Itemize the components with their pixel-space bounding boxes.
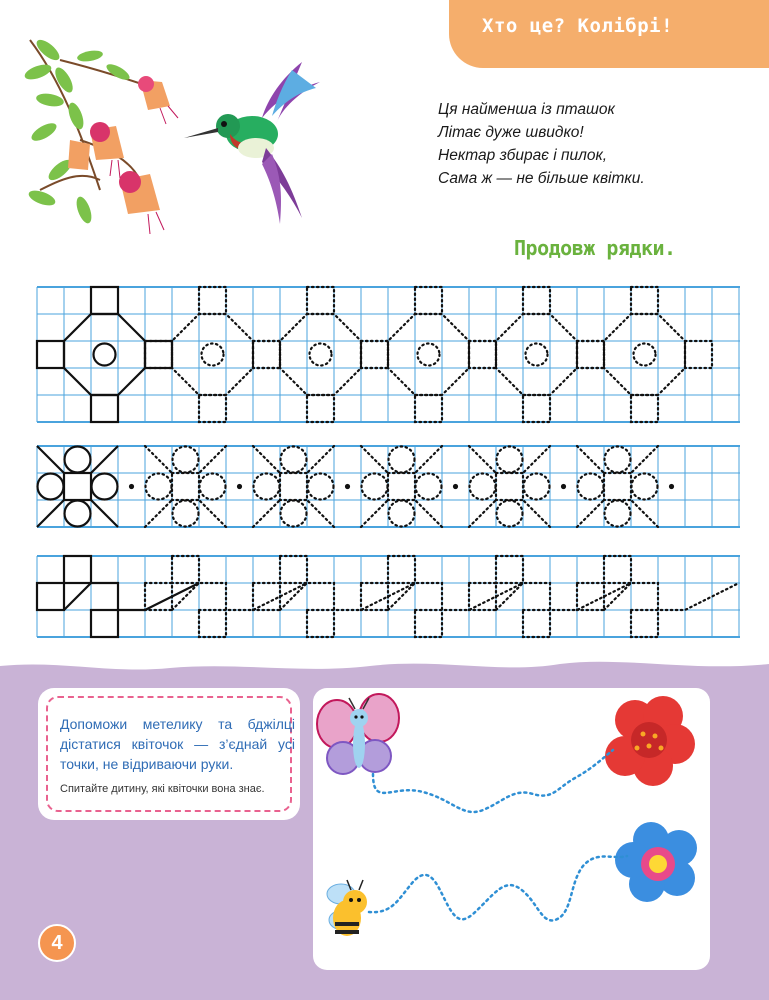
pattern-square [172,473,199,500]
pattern-circle [65,447,91,473]
pattern-diagonal [253,500,280,527]
pattern-circle [526,344,548,366]
pattern-square [469,341,496,368]
task-card [38,688,300,820]
pattern-square [361,583,388,610]
pattern-dot [669,484,674,489]
parent-note: Спитайте дитину, які квіточки вона знає. [60,783,265,795]
pattern-zigzag [64,583,199,610]
pattern-circle [173,447,199,473]
pattern-octagon [280,314,361,395]
pattern-circle [632,474,658,500]
pattern-diagonal [415,500,442,527]
pattern-circle [202,344,224,366]
pattern-square [496,473,523,500]
pattern-square [37,341,64,368]
pattern-square [415,395,442,422]
task-heading: Продовж рядки. [514,236,676,260]
pattern-square [631,610,658,637]
bee-illustration [327,880,367,936]
pattern-square [145,341,172,368]
pattern-diagonal [307,500,334,527]
pattern-circle [173,501,199,527]
pattern-diagonal [577,500,604,527]
pattern-diagonal [523,446,550,473]
pattern-circle [281,447,307,473]
pattern-square [199,287,226,314]
pattern-square [685,341,712,368]
pattern-diagonal [91,446,118,473]
pattern-circle [65,501,91,527]
pattern-square [604,473,631,500]
pattern-diagonal [415,446,442,473]
pattern-square [361,341,388,368]
pattern-circle [578,474,604,500]
pattern-circle [389,501,415,527]
pattern-octagon [604,314,685,395]
pattern-octagon [64,314,145,395]
pattern-diagonal [469,446,496,473]
pattern-diagonal [631,446,658,473]
pattern-square [469,583,496,610]
pattern-circle [470,474,496,500]
blue-flower-illustration [615,822,697,902]
pattern-row-octagons [37,287,712,422]
butterfly-illustration [317,694,399,774]
pattern-circle [497,447,523,473]
pattern-circle [310,344,332,366]
pattern-circle [254,474,280,500]
pattern-square [145,341,172,368]
pattern-square [91,610,118,637]
pattern-square [496,556,523,583]
pattern-square [253,583,280,610]
pattern-diagonal [145,446,172,473]
pattern-square [523,610,550,637]
pattern-diagonal [523,500,550,527]
pattern-square [145,583,172,610]
page-title: Хто це? Колібрі! [482,15,674,37]
pattern-row-circles [37,446,674,527]
task-instruction: Допоможи метелику та бджілці дістатися квіточок — з’єднай усі точки, не відриваючи руки. [60,716,295,772]
pattern-square [91,287,118,314]
pattern-square [469,341,496,368]
pattern-square [64,473,91,500]
pattern-square [280,473,307,500]
pattern-square [172,556,199,583]
pattern-square [577,341,604,368]
pattern-square [37,583,64,610]
pattern-octagon [496,314,577,395]
pattern-circle [38,474,64,500]
pattern-diagonal [361,500,388,527]
poem-line: Нектар збирає і пилок, [438,147,608,164]
pattern-circle [416,474,442,500]
pattern-circle [418,344,440,366]
pattern-dot [345,484,350,489]
pattern-diagonal [631,500,658,527]
pattern-dot [561,484,566,489]
pattern-square [388,473,415,500]
pattern-square [523,287,550,314]
pattern-diagonal [145,500,172,527]
pattern-circle [497,501,523,527]
pattern-circle [308,474,334,500]
pattern-circle [281,501,307,527]
pattern-square [604,556,631,583]
pattern-diagonal [199,500,226,527]
pattern-diagonal [253,446,280,473]
pattern-diagonal [469,500,496,527]
pattern-dot [129,484,134,489]
pattern-circle [605,501,631,527]
pattern-square [631,395,658,422]
pattern-square [307,395,334,422]
pattern-diagonal [577,446,604,473]
pattern-square [577,583,604,610]
poem-line: Літає дуже швидко! [438,124,584,141]
pattern-square [361,341,388,368]
pattern-circle [362,474,388,500]
pattern-circle [605,447,631,473]
pattern-circle [524,474,550,500]
dot-path-panel [313,688,710,970]
pattern-square [280,556,307,583]
pattern-diagonal [199,446,226,473]
pattern-square [631,287,658,314]
pattern-square [91,395,118,422]
pattern-dot [237,484,242,489]
pattern-circle [94,344,116,366]
pattern-dot [453,484,458,489]
pattern-diagonal [307,446,334,473]
pattern-square [577,341,604,368]
pattern-square [415,287,442,314]
pattern-circle [92,474,118,500]
poem-line: Сама ж — не більше квітки. [438,170,645,187]
pattern-diagonal [37,500,64,527]
pattern-square [64,556,91,583]
pattern-diagonal [91,500,118,527]
poem-line: Ця найменша із пташок [438,101,615,118]
dot-path-illustration [313,688,710,970]
pattern-square [253,341,280,368]
red-flower-illustration [605,696,695,786]
page-number: 4 [38,924,76,962]
pattern-circle [634,344,656,366]
pattern-square [388,556,415,583]
pattern-circle [389,447,415,473]
pattern-diagonal [361,446,388,473]
pattern-circle [146,474,172,500]
pattern-diagonal [37,446,64,473]
pattern-square [415,610,442,637]
pattern-octagon [388,314,469,395]
pattern-square [199,395,226,422]
pattern-octagon [172,314,253,395]
pattern-square [199,610,226,637]
pattern-square [307,287,334,314]
pattern-circle [200,474,226,500]
butterfly-path [373,750,613,812]
pattern-square [307,610,334,637]
bee-path [369,856,627,920]
pattern-square [253,341,280,368]
pattern-square [523,395,550,422]
